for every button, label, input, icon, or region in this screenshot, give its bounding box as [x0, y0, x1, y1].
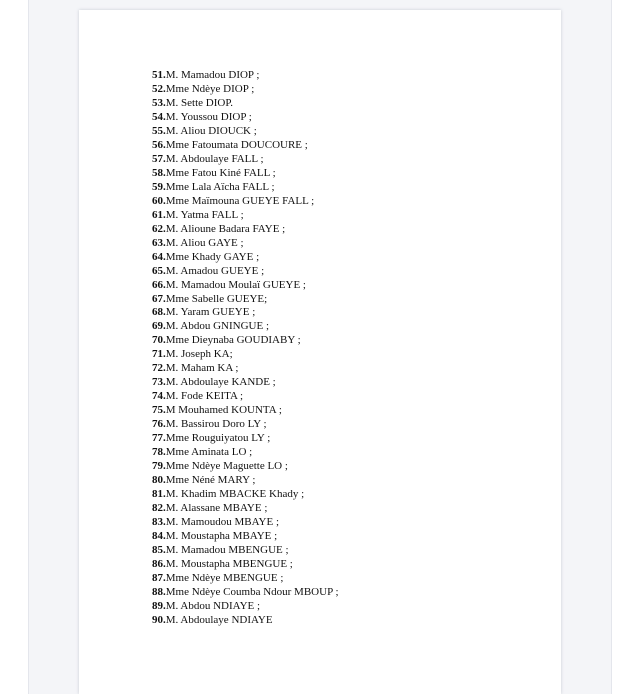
item-name: M. Abdoulaye NDIAYE: [165, 613, 273, 626]
item-name: Mme Ndèye Coumba Ndour MBOUP ;: [165, 585, 339, 598]
item-number: 73.: [152, 376, 166, 389]
list-item: [152, 320, 339, 334]
item-name: Mme Ndèye MBENGUE ;: [165, 571, 284, 584]
list-item: [152, 376, 339, 390]
item-number: 72.: [152, 362, 166, 375]
list-item: [152, 111, 339, 125]
item-name: Mme Néné MARY ;: [165, 474, 256, 487]
list-item: [152, 153, 339, 167]
item-number: 79.: [152, 460, 166, 473]
item-number: 81.: [152, 488, 166, 501]
item-name: Mme Fatoumata DOUCOURE ;: [165, 138, 308, 151]
item-number: 61.: [152, 208, 166, 221]
list-item: [152, 404, 339, 418]
list-item: [152, 293, 339, 307]
item-number: 63.: [152, 236, 166, 249]
list-item: [152, 181, 339, 195]
item-number: 89.: [152, 599, 166, 612]
item-number: 59.: [152, 180, 166, 193]
list-item: [152, 251, 339, 265]
item-name: Mme Lala Aïcha FALL ;: [165, 180, 275, 193]
list-item: [152, 600, 339, 614]
item-number: 51.: [152, 69, 166, 81]
item-number: 84.: [152, 529, 166, 542]
item-number: 55.: [152, 124, 166, 137]
list-item: [152, 572, 339, 586]
list-item: [152, 334, 339, 348]
item-name: M. Sette DIOP.: [165, 96, 233, 109]
list-item: [152, 265, 339, 279]
item-name: Mme Ndèye DIOP ;: [165, 82, 255, 95]
item-number: 83.: [152, 516, 166, 528]
item-number: 56.: [152, 138, 166, 151]
item-name: M. Moustapha MBENGUE ;: [165, 557, 293, 570]
list-item: [152, 209, 339, 223]
item-number: 74.: [152, 390, 166, 403]
item-name: M. Moustapha MBAYE ;: [165, 529, 278, 542]
list-item: [152, 502, 339, 516]
item-name: M. Maham KA ;: [165, 362, 239, 375]
item-number: 54.: [152, 110, 166, 123]
item-name: Mme Ndèye Maguette LO ;: [165, 460, 288, 473]
item-name: M. Mamadou MBENGUE ;: [165, 543, 289, 556]
item-name: M. Fode KEITA ;: [165, 390, 244, 403]
item-name: M. Aliou DIOUCK ;: [165, 124, 257, 137]
list-item: [152, 558, 339, 572]
name-list: [152, 69, 339, 628]
item-number: 65.: [152, 264, 166, 277]
item-number: 71.: [152, 348, 166, 361]
item-name: M Mouhamed KOUNTA ;: [165, 404, 282, 417]
item-number: 57.: [152, 152, 166, 165]
item-name: M. Alioune Badara FAYE ;: [165, 222, 286, 235]
item-number: 75.: [152, 404, 166, 417]
list-item: [152, 97, 339, 111]
item-name: M. Mamadou DIOP ;: [165, 69, 260, 81]
item-number: 88.: [152, 585, 166, 598]
item-name: M. Bassirou Doro LY ;: [165, 418, 267, 431]
list-item: [152, 432, 339, 446]
list-item: [152, 167, 339, 181]
list-item: [152, 83, 339, 97]
item-number: 70.: [152, 334, 166, 347]
item-name: M. Youssou DIOP ;: [165, 110, 252, 123]
list-item: [152, 544, 339, 558]
item-name: Mme Maïmouna GUEYE FALL ;: [165, 194, 315, 207]
list-item: [152, 460, 339, 474]
list-item: [152, 614, 339, 628]
list-item: [152, 390, 339, 404]
list-item: [152, 488, 339, 502]
item-number: 86.: [152, 557, 166, 570]
list-item: [152, 446, 339, 460]
item-name: M. Mamoudou MBAYE ;: [165, 516, 280, 528]
item-name: Mme Fatou Kiné FALL ;: [165, 166, 276, 179]
item-number: 85.: [152, 543, 166, 556]
list-item: [152, 125, 339, 139]
item-number: 76.: [152, 418, 166, 431]
item-name: M. Abdou GNINGUE ;: [165, 320, 270, 333]
list-item: [152, 586, 339, 600]
item-name: M. Yaram GUEYE ;: [165, 306, 256, 319]
list-item: [152, 237, 339, 251]
item-name: M. Aliou GAYE ;: [165, 236, 244, 249]
list-item: [152, 530, 339, 544]
document-page: [79, 10, 561, 694]
item-number: 52.: [152, 82, 166, 95]
item-name: M. Khadim MBACKE Khady ;: [165, 488, 305, 501]
item-name: M. Abdoulaye KANDE ;: [165, 376, 276, 389]
item-name: Mme Khady GAYE ;: [165, 250, 260, 263]
list-item: [152, 348, 339, 362]
item-number: 64.: [152, 250, 166, 263]
item-number: 67.: [152, 292, 166, 305]
item-name: Mme Sabelle GUEYE;: [165, 292, 268, 305]
item-number: 53.: [152, 96, 166, 109]
item-number: 77.: [152, 432, 166, 445]
item-number: 82.: [152, 502, 166, 515]
list-item: [152, 474, 339, 488]
list-item: [152, 362, 339, 376]
item-number: 58.: [152, 166, 166, 179]
item-name: Mme Aminata LO ;: [165, 446, 253, 459]
item-number: 60.: [152, 194, 166, 207]
list-item: [152, 418, 339, 432]
list-item: [152, 223, 339, 237]
document-viewer[interactable]: [28, 0, 612, 694]
list-item: [152, 516, 339, 530]
item-number: 78.: [152, 446, 166, 459]
item-number: 69.: [152, 320, 166, 333]
item-name: M. Yatma FALL ;: [165, 208, 244, 221]
item-number: 90.: [152, 613, 166, 626]
item-name: M. Joseph KA;: [165, 348, 233, 361]
item-name: M. Abdou NDIAYE ;: [165, 599, 261, 612]
item-name: Mme Rouguiyatou LY ;: [165, 432, 271, 445]
item-number: 66.: [152, 278, 166, 291]
item-number: 62.: [152, 222, 166, 235]
item-name: M. Amadou GUEYE ;: [165, 264, 265, 277]
item-name: M. Mamadou Moulaï GUEYE ;: [165, 278, 306, 291]
item-number: 87.: [152, 571, 166, 584]
list-item: [152, 306, 339, 320]
list-item: [152, 69, 339, 83]
item-name: M. Alassane MBAYE ;: [165, 502, 268, 515]
list-item: [152, 139, 339, 153]
list-item: [152, 195, 339, 209]
item-number: 68.: [152, 306, 166, 319]
item-number: 80.: [152, 474, 166, 487]
list-item: [152, 279, 339, 293]
item-name: M. Abdoulaye FALL ;: [165, 152, 264, 165]
item-name: Mme Dieynaba GOUDIABY ;: [165, 334, 301, 347]
